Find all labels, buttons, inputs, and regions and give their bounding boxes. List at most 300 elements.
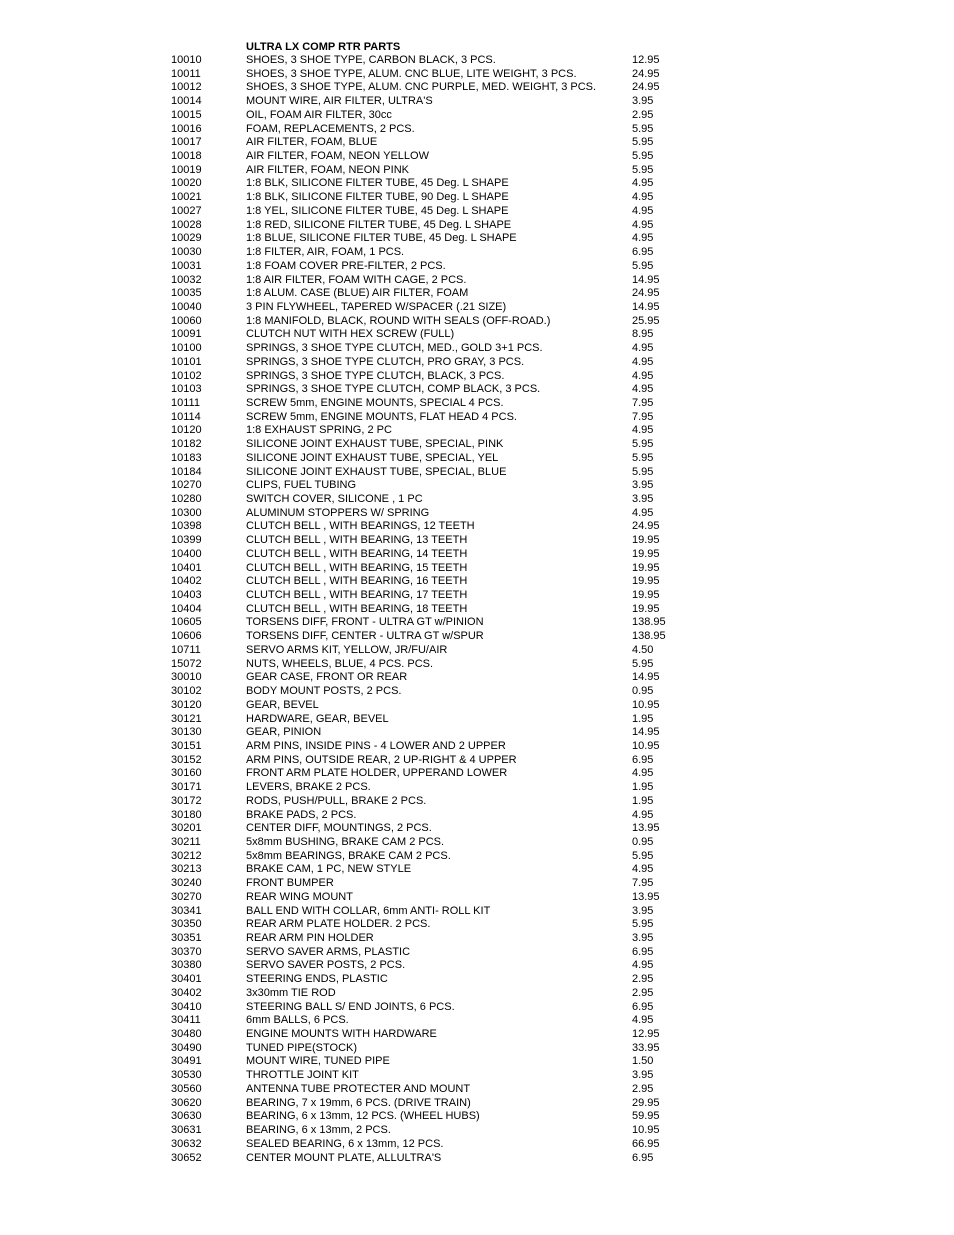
table-row <box>0 822 954 836</box>
part-number: 30530 <box>171 1069 202 1082</box>
part-price: 5.95 <box>632 438 654 451</box>
part-description: 1:8 BLK, SILICONE FILTER TUBE, 45 Deg. L SHAPE <box>246 177 509 190</box>
table-row <box>0 671 954 685</box>
table-row <box>0 205 954 219</box>
part-description: ARM PINS, OUTSIDE REAR, 2 UP-RIGHT & 4 UPPER <box>246 753 517 766</box>
table-row <box>0 767 954 781</box>
table-row <box>0 68 954 82</box>
part-description: CLUTCH BELL , WITH BEARINGS, 12 TEETH <box>246 520 475 533</box>
part-price: 10.95 <box>632 739 660 752</box>
part-description: 1:8 RED, SILICONE FILTER TUBE, 45 Deg. L SHAPE <box>246 218 512 231</box>
part-description: CLUTCH BELL , WITH BEARING, 16 TEETH <box>246 575 468 588</box>
part-price: 2.95 <box>632 108 654 121</box>
table-row <box>0 726 954 740</box>
table-row <box>0 109 954 123</box>
part-price: 4.95 <box>632 863 654 876</box>
part-number: 10040 <box>171 300 202 313</box>
part-description: SILICONE JOINT EXHAUST TUBE, SPECIAL, BLUE <box>246 465 507 478</box>
part-number: 30211 <box>171 835 201 848</box>
part-price: 5.95 <box>632 918 654 931</box>
part-price: 13.95 <box>632 822 660 835</box>
part-price: 19.95 <box>632 602 660 615</box>
part-price: 7.95 <box>632 410 654 423</box>
part-description: 1:8 AIR FILTER, FOAM WITH CAGE, 2 PCS. <box>246 273 467 286</box>
part-number: 10183 <box>171 451 202 464</box>
part-description: AIR FILTER, FOAM, BLUE <box>246 136 378 149</box>
part-description: SHOES, 3 SHOE TYPE, ALUM. CNC PURPLE, MED. WEIGHT, 3 PCS. <box>246 81 597 94</box>
part-number: 10012 <box>171 81 202 94</box>
part-price: 2.95 <box>632 1082 654 1095</box>
part-description: SPRINGS, 3 SHOE TYPE CLUTCH, PRO GRAY, 3 PCS. <box>246 355 525 368</box>
table-row <box>0 699 954 713</box>
part-number: 30490 <box>171 1041 202 1054</box>
table-row <box>0 123 954 137</box>
table-row <box>0 973 954 987</box>
part-number: 10270 <box>171 479 202 492</box>
part-description: ANTENNA TUBE PROTECTER AND MOUNT <box>246 1082 471 1095</box>
table-row <box>0 575 954 589</box>
part-price: 6.95 <box>632 246 654 259</box>
table-row <box>0 493 954 507</box>
part-number: 30630 <box>171 1110 202 1123</box>
part-description: SERVO SAVER POSTS, 2 PCS. <box>246 959 406 972</box>
part-price: 0.95 <box>632 685 654 698</box>
part-description: CLUTCH BELL , WITH BEARING, 14 TEETH <box>246 547 468 560</box>
part-number: 30402 <box>171 986 202 999</box>
table-row <box>0 740 954 754</box>
part-price: 10.95 <box>632 1124 660 1137</box>
table-row <box>0 685 954 699</box>
part-description: CENTER DIFF, MOUNTINGS, 2 PCS. <box>246 822 432 835</box>
part-description: SERVO ARMS KIT, YELLOW, JR/FU/AIR <box>246 643 448 656</box>
part-number: 30151 <box>171 739 202 752</box>
table-row <box>0 1083 954 1097</box>
part-number: 10404 <box>171 602 202 615</box>
table-row <box>0 287 954 301</box>
table-row <box>0 164 954 178</box>
part-description: CLUTCH BELL , WITH BEARING, 17 TEETH <box>246 589 468 602</box>
part-price: 1.95 <box>632 794 654 807</box>
table-row <box>0 959 954 973</box>
part-price: 4.95 <box>632 369 654 382</box>
part-description: 5x8mm BUSHING, BRAKE CAM 2 PCS. <box>246 835 445 848</box>
table-row <box>0 1069 954 1083</box>
part-number: 10018 <box>171 150 202 163</box>
part-description: RODS, PUSH/PULL, BRAKE 2 PCS. <box>246 794 427 807</box>
part-number: 10182 <box>171 438 202 451</box>
page-title: ULTRA LX COMP RTR PARTS <box>246 41 401 53</box>
table-row <box>0 946 954 960</box>
part-number: 30652 <box>171 1151 202 1164</box>
part-price: 19.95 <box>632 561 660 574</box>
part-number: 10031 <box>171 259 202 272</box>
table-row <box>0 1042 954 1056</box>
table-row <box>0 479 954 493</box>
part-number: 30172 <box>171 794 202 807</box>
table-row <box>0 850 954 864</box>
table-row <box>0 466 954 480</box>
part-price: 3.95 <box>632 904 654 917</box>
part-number: 10030 <box>171 246 202 259</box>
part-price: 5.95 <box>632 136 654 149</box>
part-price: 3.95 <box>632 932 654 944</box>
part-number: 10711 <box>171 643 201 656</box>
part-number: 10017 <box>171 136 202 149</box>
table-row <box>0 616 954 630</box>
part-description: 5x8mm BEARINGS, BRAKE CAM 2 PCS. <box>246 849 451 862</box>
part-number: 10029 <box>171 232 202 245</box>
table-row <box>0 1055 954 1069</box>
part-description: CLUTCH NUT WITH HEX SCREW (FULL) <box>246 328 455 341</box>
part-number: 30620 <box>171 1096 202 1109</box>
part-price: 0.95 <box>632 835 654 848</box>
part-number: 10027 <box>171 204 202 217</box>
part-number: 10606 <box>171 630 202 643</box>
table-row <box>0 219 954 233</box>
table-row <box>0 603 954 617</box>
table-row <box>0 713 954 727</box>
table-row <box>0 877 954 891</box>
part-price: 33.95 <box>632 1041 660 1054</box>
part-price: 19.95 <box>632 589 660 602</box>
part-price: 19.95 <box>632 547 660 560</box>
part-price: 8.95 <box>632 328 654 341</box>
part-number: 30411 <box>171 1014 201 1027</box>
part-price: 4.95 <box>632 808 654 821</box>
part-number: 30212 <box>171 849 202 862</box>
table-row <box>0 424 954 438</box>
part-price: 29.95 <box>632 1096 660 1109</box>
part-price: 5.95 <box>632 259 654 272</box>
table-row <box>0 1110 954 1124</box>
part-description: STEERING BALL S/ END JOINTS, 6 PCS. <box>246 1000 455 1013</box>
part-price: 59.95 <box>632 1110 660 1123</box>
part-number: 10101 <box>171 355 202 368</box>
table-row <box>0 246 954 260</box>
table-row <box>0 383 954 397</box>
part-description: 1:8 FILTER, AIR, FOAM, 1 PCS. <box>246 246 405 259</box>
part-number: 30631 <box>171 1124 202 1137</box>
table-row <box>0 630 954 644</box>
part-description: FRONT BUMPER <box>246 877 334 890</box>
part-price: 12.95 <box>632 1028 660 1041</box>
part-description: THROTTLE JOINT KIT <box>246 1069 359 1082</box>
part-description: 1:8 BLK, SILICONE FILTER TUBE, 90 Deg. L SHAPE <box>246 191 509 204</box>
table-row <box>0 274 954 288</box>
part-price: 5.95 <box>632 849 654 862</box>
table-row <box>0 232 954 246</box>
part-number: 10028 <box>171 218 202 231</box>
table-row <box>0 177 954 191</box>
part-number: 10019 <box>171 163 202 176</box>
part-number: 10020 <box>171 177 202 190</box>
part-description: CLUTCH BELL , WITH BEARING, 13 TEETH <box>246 534 468 547</box>
part-price: 4.95 <box>632 342 654 355</box>
part-number: 10120 <box>171 424 202 437</box>
part-price: 19.95 <box>632 534 660 547</box>
table-row <box>0 891 954 905</box>
part-number: 15072 <box>171 657 202 670</box>
part-description: GEAR CASE, FRONT OR REAR <box>246 671 408 684</box>
part-description: FOAM, REPLACEMENTS, 2 PCS. <box>246 122 415 135</box>
part-number: 10403 <box>171 589 202 602</box>
part-number: 30351 <box>171 932 202 944</box>
part-number: 30491 <box>171 1055 202 1068</box>
part-number: 10398 <box>171 520 202 533</box>
part-price: 5.95 <box>632 150 654 163</box>
part-description: SILICONE JOINT EXHAUST TUBE, SPECIAL, YEL <box>246 451 499 464</box>
part-price: 1.95 <box>632 781 654 794</box>
table-row <box>0 589 954 603</box>
table-row <box>0 260 954 274</box>
part-number: 10011 <box>171 67 201 80</box>
table-row <box>0 81 954 95</box>
part-number: 30341 <box>171 904 202 917</box>
part-price: 14.95 <box>632 671 660 684</box>
part-number: 10300 <box>171 506 202 519</box>
table-row <box>0 987 954 1001</box>
part-number: 30632 <box>171 1137 202 1150</box>
part-description: SERVO SAVER ARMS, PLASTIC <box>246 945 411 958</box>
table-row <box>0 1152 954 1166</box>
part-description: REAR ARM PLATE HOLDER. 2 PCS. <box>246 918 431 931</box>
part-description: NUTS, WHEELS, BLUE, 4 PCS. PCS. <box>246 657 434 670</box>
part-number: 10399 <box>171 534 202 547</box>
part-description: GEAR, BEVEL <box>246 698 319 711</box>
part-number: 10103 <box>171 383 202 396</box>
part-number: 30213 <box>171 863 202 876</box>
part-description: 3 PIN FLYWHEEL, TAPERED W/SPACER (.21 SIZE) <box>246 300 507 313</box>
part-number: 10402 <box>171 575 202 588</box>
part-number: 10035 <box>171 287 202 300</box>
part-number: 10111 <box>171 396 200 409</box>
table-row <box>0 658 954 672</box>
part-number: 30180 <box>171 808 202 821</box>
table-row <box>0 342 954 356</box>
part-number: 10021 <box>171 191 202 204</box>
part-number: 10100 <box>171 342 202 355</box>
part-description: AIR FILTER, FOAM, NEON PINK <box>246 163 409 176</box>
part-price: 25.95 <box>632 314 660 327</box>
part-description: TUNED PIPE(STOCK) <box>246 1041 358 1054</box>
part-price: 4.95 <box>632 959 654 972</box>
part-number: 30130 <box>171 726 202 739</box>
part-number: 30350 <box>171 918 202 931</box>
part-number: 10114 <box>171 410 201 423</box>
part-number: 10401 <box>171 561 202 574</box>
part-price: 2.95 <box>632 986 654 999</box>
table-row <box>0 411 954 425</box>
part-price: 3.95 <box>632 95 654 108</box>
part-price: 12.95 <box>632 54 660 66</box>
table-row <box>0 150 954 164</box>
part-description: 1:8 EXHAUST SPRING, 2 PC <box>246 424 392 437</box>
table-row <box>0 644 954 658</box>
part-number: 30370 <box>171 945 202 958</box>
table-row <box>0 905 954 919</box>
table-row <box>0 328 954 342</box>
part-price: 4.95 <box>632 767 654 780</box>
part-description: SWITCH COVER, SILICONE , 1 PC <box>246 493 423 505</box>
part-number: 10032 <box>171 273 202 286</box>
part-number: 30380 <box>171 959 202 972</box>
parts-table <box>0 54 954 1165</box>
part-price: 4.95 <box>632 506 654 519</box>
part-number: 30160 <box>171 767 202 780</box>
part-description: SPRINGS, 3 SHOE TYPE CLUTCH, COMP BLACK, 3 PCS. <box>246 383 541 396</box>
part-price: 138.95 <box>632 630 666 643</box>
part-price: 4.95 <box>632 232 654 245</box>
part-number: 30010 <box>171 671 202 684</box>
part-price: 3.95 <box>632 1069 654 1082</box>
part-price: 5.95 <box>632 122 654 135</box>
part-price: 5.95 <box>632 465 654 478</box>
part-description: ALUMINUM STOPPERS W/ SPRING <box>246 506 430 519</box>
part-number: 30171 <box>171 781 202 794</box>
part-description: BODY MOUNT POSTS, 2 PCS. <box>246 685 402 698</box>
part-description: STEERING ENDS, PLASTIC <box>246 973 388 986</box>
part-number: 10102 <box>171 369 202 382</box>
part-description: REAR WING MOUNT <box>246 890 353 903</box>
table-row <box>0 301 954 315</box>
table-row <box>0 795 954 809</box>
table-row <box>0 809 954 823</box>
table-row <box>0 548 954 562</box>
part-description: MOUNT WIRE, TUNED PIPE <box>246 1055 390 1068</box>
part-description: ENGINE MOUNTS WITH HARDWARE <box>246 1028 437 1041</box>
part-number: 10014 <box>171 95 202 108</box>
table-row <box>0 54 954 68</box>
part-price: 4.95 <box>632 424 654 437</box>
part-price: 4.50 <box>632 643 654 656</box>
part-description: CLUTCH BELL , WITH BEARING, 15 TEETH <box>246 561 468 574</box>
part-description: 1:8 ALUM. CASE (BLUE) AIR FILTER, FOAM <box>246 287 469 300</box>
table-row <box>0 370 954 384</box>
part-price: 6.95 <box>632 1000 654 1013</box>
part-description: CENTER MOUNT PLATE, ALLULTRA'S <box>246 1151 442 1164</box>
part-price: 4.95 <box>632 355 654 368</box>
part-price: 14.95 <box>632 273 660 286</box>
part-price: 5.95 <box>632 163 654 176</box>
part-description: 1:8 BLUE, SILICONE FILTER TUBE, 45 Deg. L SHAPE <box>246 232 517 245</box>
part-description: SILICONE JOINT EXHAUST TUBE, SPECIAL, PINK <box>246 438 504 451</box>
part-price: 24.95 <box>632 520 660 533</box>
part-description: SEALED BEARING, 6 x 13mm, 12 PCS. <box>246 1137 444 1150</box>
part-description: 1:8 YEL, SILICONE FILTER TUBE, 45 Deg. L SHAPE <box>246 204 509 217</box>
part-price: 66.95 <box>632 1137 660 1150</box>
part-price: 10.95 <box>632 698 660 711</box>
table-row <box>0 356 954 370</box>
part-number: 30102 <box>171 685 202 698</box>
part-price: 4.95 <box>632 218 654 231</box>
table-row <box>0 452 954 466</box>
part-number: 30410 <box>171 1000 202 1013</box>
table-row <box>0 1001 954 1015</box>
part-number: 10184 <box>171 465 202 478</box>
part-number: 30270 <box>171 890 202 903</box>
part-description: CLIPS, FUEL TUBING <box>246 479 357 492</box>
table-row <box>0 1028 954 1042</box>
part-description: SPRINGS, 3 SHOE TYPE CLUTCH, BLACK, 3 PCS. <box>246 369 505 382</box>
part-description: SCREW 5mm, ENGINE MOUNTS, FLAT HEAD 4 PCS. <box>246 410 517 423</box>
part-number: 10280 <box>171 493 202 505</box>
part-description: SHOES, 3 SHOE TYPE, ALUM. CNC BLUE, LITE WEIGHT, 3 PCS. <box>246 67 577 80</box>
table-row <box>0 95 954 109</box>
part-price: 4.95 <box>632 204 654 217</box>
part-number: 30121 <box>171 712 202 725</box>
part-description: GEAR, PINION <box>246 726 322 739</box>
part-number: 10016 <box>171 122 202 135</box>
part-description: AIR FILTER, FOAM, NEON YELLOW <box>246 150 429 163</box>
part-number: 30401 <box>171 973 202 986</box>
part-price: 6.95 <box>632 1151 654 1164</box>
part-price: 4.95 <box>632 191 654 204</box>
part-description: LEVERS, BRAKE 2 PCS. <box>246 781 371 794</box>
part-price: 5.95 <box>632 451 654 464</box>
part-price: 4.95 <box>632 177 654 190</box>
part-number: 30560 <box>171 1082 202 1095</box>
part-number: 30240 <box>171 877 202 890</box>
part-description: BEARING, 6 x 13mm, 2 PCS. <box>246 1124 391 1137</box>
part-price: 2.95 <box>632 973 654 986</box>
part-description: SPRINGS, 3 SHOE TYPE CLUTCH, MED., GOLD 3+1 PCS. <box>246 342 543 355</box>
part-price: 1.95 <box>632 712 654 725</box>
table-row <box>0 836 954 850</box>
part-description: 1:8 FOAM COVER PRE-FILTER, 2 PCS. <box>246 259 446 272</box>
part-description: TORSENS DIFF, CENTER - ULTRA GT w/SPUR <box>246 630 484 643</box>
part-number: 30201 <box>171 822 202 835</box>
table-row <box>0 754 954 768</box>
part-description: 6mm BALLS, 6 PCS. <box>246 1014 349 1027</box>
part-description: CLUTCH BELL , WITH BEARING, 18 TEETH <box>246 602 468 615</box>
table-row <box>0 1138 954 1152</box>
part-price: 6.95 <box>632 753 654 766</box>
table-row <box>0 932 954 946</box>
table-row <box>0 534 954 548</box>
part-number: 10015 <box>171 108 202 121</box>
part-description: FRONT ARM PLATE HOLDER, UPPERAND LOWER <box>246 767 508 780</box>
part-price: 14.95 <box>632 300 660 313</box>
part-price: 4.95 <box>632 383 654 396</box>
part-number: 10060 <box>171 314 202 327</box>
part-price: 7.95 <box>632 396 654 409</box>
part-description: SHOES, 3 SHOE TYPE, CARBON BLACK, 3 PCS. <box>246 54 496 66</box>
part-description: SCREW 5mm, ENGINE MOUNTS, SPECIAL 4 PCS. <box>246 396 504 409</box>
part-price: 4.95 <box>632 1014 654 1027</box>
table-row <box>0 397 954 411</box>
part-price: 3.95 <box>632 479 654 492</box>
part-description: REAR ARM PIN HOLDER <box>246 932 374 944</box>
part-number: 10400 <box>171 547 202 560</box>
table-row <box>0 562 954 576</box>
part-price: 6.95 <box>632 945 654 958</box>
table-row <box>0 520 954 534</box>
part-price: 24.95 <box>632 81 660 94</box>
table-row <box>0 136 954 150</box>
part-price: 13.95 <box>632 890 660 903</box>
table-row <box>0 507 954 521</box>
part-price: 24.95 <box>632 67 660 80</box>
table-row <box>0 1097 954 1111</box>
part-description: BRAKE PADS, 2 PCS. <box>246 808 357 821</box>
part-description: ARM PINS, INSIDE PINS - 4 LOWER AND 2 UPPER <box>246 739 506 752</box>
part-description: 1:8 MANIFOLD, BLACK, ROUND WITH SEALS (OFF-ROAD.) <box>246 314 551 327</box>
part-price: 24.95 <box>632 287 660 300</box>
table-row <box>0 863 954 877</box>
part-price: 7.95 <box>632 877 654 890</box>
table-row <box>0 315 954 329</box>
part-description: BEARING, 6 x 13mm, 12 PCS. (WHEEL HUBS) <box>246 1110 480 1123</box>
